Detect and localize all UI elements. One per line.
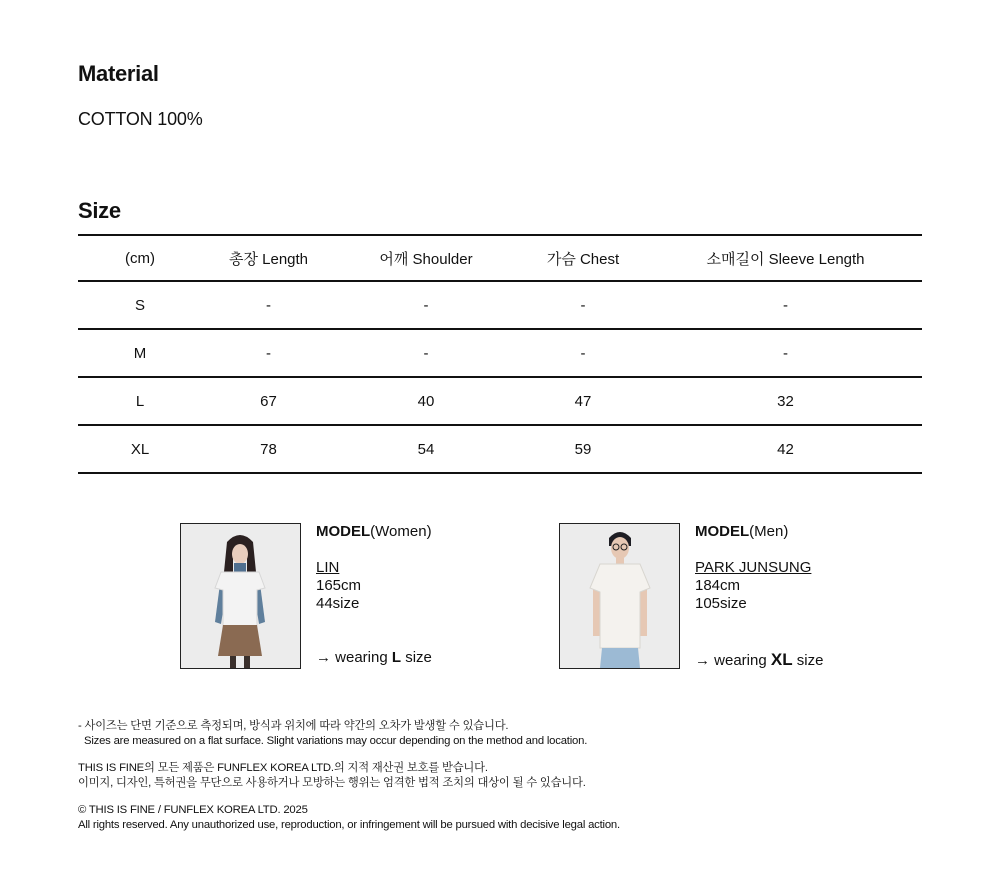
model-photo-women [180, 523, 301, 669]
chest-value: - [517, 329, 649, 377]
size-header-unit: (cm) [78, 235, 202, 281]
size-header-sleeve: 소매길이 Sleeve Length [649, 235, 922, 281]
model-card-women [180, 523, 480, 669]
table-row [78, 425, 922, 473]
shoulder-value: 40 [335, 377, 517, 425]
chest-value: 59 [517, 425, 649, 473]
size-label: M [78, 329, 202, 377]
model-heading-gender: (Men) [749, 523, 789, 540]
table-row [78, 329, 922, 377]
spacer [78, 791, 958, 803]
rights-line: All rights reserved. Any unauthorized use, reproduction, or infringement will be pursued with decisive legal action. [78, 819, 620, 831]
measure-note-en: Sizes are measured on a flat surface. Slight variations may occur depending on the method and location. [84, 735, 588, 747]
model-body-size: 105size [695, 595, 747, 612]
model-figure-men-illustration [560, 524, 679, 668]
size-header-shoulder: 어깨 Shoulder [335, 235, 517, 281]
size-label: S [78, 281, 202, 329]
model-card-men [559, 523, 859, 669]
model-wearing [316, 649, 432, 667]
model-name: PARK JUNSUNG [695, 559, 812, 576]
model-heading-strong: MODEL [695, 523, 750, 540]
chest-value: - [517, 281, 649, 329]
shoulder-value: 54 [335, 425, 517, 473]
model-heading [695, 523, 865, 541]
ip-note-ko-1: THIS IS FINE의 모든 제품은 FUNFLEX KOREA LTD.의 지적 재산권 보호를 받습니다. [78, 762, 488, 774]
material-value: COTTON 100% [78, 109, 203, 129]
wearing-size: XL [770, 650, 793, 669]
wearing-prefix: → wearing [695, 652, 771, 669]
size-label: L [78, 377, 202, 425]
model-body-size: 44size [316, 595, 360, 612]
model-figure-women-illustration [181, 524, 300, 668]
model-info-men [695, 523, 865, 669]
model-info-women [316, 523, 486, 666]
chest-value: 47 [517, 377, 649, 425]
sleeve-value: - [649, 281, 922, 329]
model-heading [316, 523, 486, 541]
shoulder-value: - [335, 281, 517, 329]
wearing-size: L [391, 649, 402, 666]
model-heading-gender: (Women) [370, 523, 432, 540]
length-value: 78 [202, 425, 335, 473]
model-photo-men [559, 523, 680, 669]
length-value: - [202, 281, 335, 329]
shoulder-value: - [335, 329, 517, 377]
model-height: 165cm [316, 577, 362, 594]
table-row [78, 281, 922, 329]
size-title: Size [78, 198, 121, 223]
material-title: Material [78, 61, 159, 86]
size-label: XL [78, 425, 202, 473]
ip-note-ko-2: 이미지, 디자인, 특허권을 무단으로 사용하거나 모방하는 행위는 엄격한 법적 조치의 대상이 될 수 있습니다. [78, 777, 586, 789]
length-value: 67 [202, 377, 335, 425]
model-wearing [695, 651, 823, 670]
model-height: 184cm [695, 577, 741, 594]
wearing-suffix: size [401, 649, 432, 666]
model-name: LIN [316, 559, 340, 576]
spacer [78, 749, 958, 761]
size-table-header-row [78, 235, 922, 281]
sleeve-value: 42 [649, 425, 922, 473]
sleeve-value: 32 [649, 377, 922, 425]
sleeve-value: - [649, 329, 922, 377]
size-header-chest: 가슴 Chest [517, 235, 649, 281]
size-header-length: 총장 Length [202, 235, 335, 281]
model-heading-strong: MODEL [316, 523, 371, 540]
measure-note-ko: - 사이즈는 단면 기준으로 측정되며, 방식과 위치에 따라 약간의 오차가 발생할 수 있습니다. [78, 720, 509, 732]
wearing-suffix: size [792, 652, 824, 669]
length-value: - [202, 329, 335, 377]
size-table [78, 234, 922, 474]
notes-section [78, 719, 958, 833]
copyright-line: © THIS IS FINE / FUNFLEX KOREA LTD. 2025 [78, 804, 308, 816]
wearing-prefix: → wearing [316, 649, 392, 666]
table-row [78, 377, 922, 425]
